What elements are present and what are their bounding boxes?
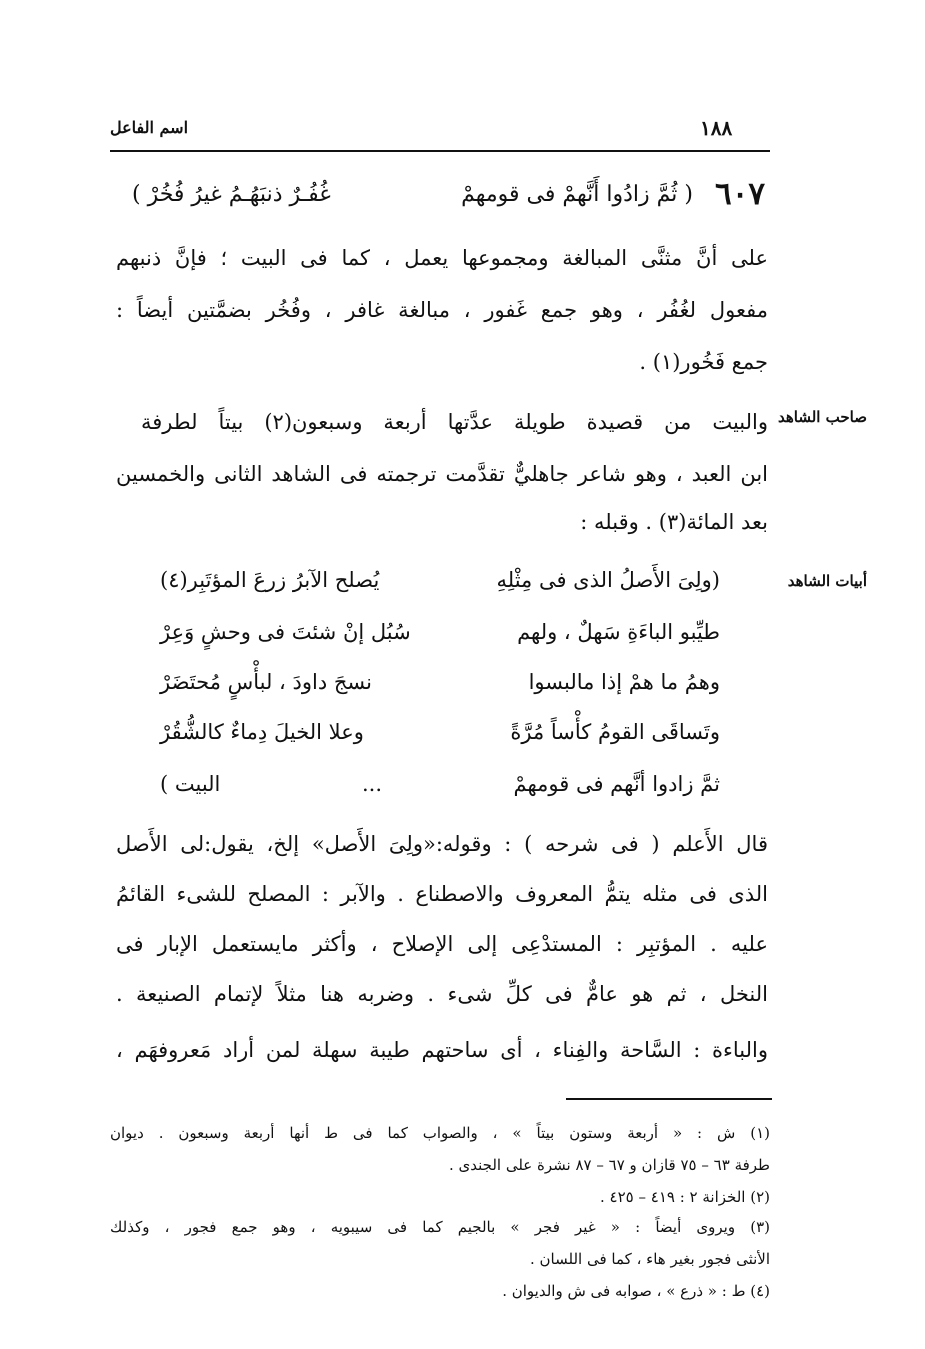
margin-note-author: صاحب الشاهد: [777, 408, 867, 426]
poem-hemistich-right: وهمُ ما همْ إذا مالبسوا: [528, 670, 720, 694]
footnote-line: (٢) الخزانة ٢ : ٤١٩ – ٤٢٥ .: [600, 1188, 770, 1206]
footnote-line: الأنثى فجور بغير هاء ، كما فى اللسان .: [530, 1250, 770, 1268]
paragraph-line: الذى فى مثله يتمُّ المعروف والاصطناع . والآبر : المصلح للشىء القائمُ: [116, 882, 768, 906]
paragraph-line: مفعول لغُفُر ، وهو جمع غَفور ، مبالغة غافر ، وفُخُر بضمَّتين أيضاً :: [116, 298, 768, 322]
poem-ellipsis: ...: [362, 772, 383, 796]
paragraph-line: النخل ، ثم هو عامٌّ فى كلِّ شىء . وضربه هنا مثلاً لإتمام الصنيعة .: [116, 982, 768, 1006]
poem-hemistich-left: يُصلح الآبرُ زرعَ المؤتَبِر(٤): [160, 568, 380, 592]
paragraph-line: على أنَّ مثنَّى المبالغة ومجموعها يعمل ، كما فى البيت ؛ فإنَّ ذنبهم: [116, 246, 768, 270]
footnote-line: (٤) ط : « ذرع » ، صوابه فى ش والديوان .: [502, 1282, 770, 1300]
poem-hemistich-left: سُبُل إنْ شئتَ فى وحشٍ وَعِرْ: [160, 620, 411, 644]
footnote-rule: [566, 1098, 772, 1100]
paragraph-line: بعد المائة(٣) . وقبله :: [580, 510, 768, 534]
paragraph-line: عليه . المؤتبِر : المستدْعِى إلى الإصلاح ، وأكثر مايستعمل الإبار فى: [116, 932, 768, 956]
poem-hemistich-right: (ولِىَ الأَصلُ الذى فى مِثْلِهِ: [496, 568, 720, 592]
paragraph-line: والبيت من قصيدة طويلة عدَّتها أربعة وسبعون(٢) بيتاً لطرفة: [141, 410, 768, 434]
verse-number: ٦٠٧: [715, 176, 765, 212]
verse-hemistich-1: ( ثُمَّ زادُوا أَنَّهمْ فى قومهمْ: [461, 182, 693, 207]
paragraph-line: ابن العبد ، وهو شاعر جاهليٌّ تقدَّمت ترجمته فى الشاهد الثانى والخمسين: [116, 462, 768, 486]
chapter-title: اسم الفاعل: [110, 118, 189, 137]
verse-hemistich-2: غُفُـرٌ ذنبَهُـمُ غيرُ فُخُرْ ): [132, 182, 331, 207]
poem-hemistich-right: ثمَّ زادوا أنَّهم فى قومهمْ: [513, 772, 720, 796]
footnote-line: (١) ش : « أربعة وستون بيتاً » ، والصواب كما فى ط أنها أربعة وسبعون . ديوان: [110, 1124, 770, 1142]
paragraph-line: والباءة : السَّاحة والفِناء ، أى ساحتهم طيبة سهلة لمن أراد مَعروفهَم ،: [116, 1038, 768, 1062]
paragraph-line: قال الأَعلم ( فى شرحه ) : وقوله:«ولِىَ الأَصل» إلخ، يقول:لى الأَصل: [116, 832, 768, 856]
poem-hemistich-left: نسجَ داودَ ، لبأْسٍ مُحتَضَرْ: [160, 670, 372, 694]
header-rule: [110, 150, 770, 152]
footnote-line: (٣) ويروى أيضاً : « غير فجر » بالجيم كما فى سيبويه ، وهو جمع فجور ، وكذلك: [110, 1218, 770, 1236]
page-number: ١٨٨: [700, 116, 733, 140]
footnote-line: طرفة ٦٣ – ٧٥ قازان و ٦٧ – ٨٧ نشرة على الجندى .: [448, 1156, 770, 1174]
poem-hemistich-right: طيِّبو الباءَةِ سَهلٌ ، ولهم: [517, 620, 720, 644]
poem-hemistich-right: وتَساقَى القومُ كأْساً مُرَّةً: [510, 720, 720, 744]
poem-hemistich-left: البيت ): [160, 772, 221, 796]
margin-note-verses: أبيات الشاهد: [787, 572, 867, 590]
paragraph-line: جمع فَخُور(١) .: [639, 350, 768, 374]
poem-hemistich-left: وعلا الخيلَ دِماءٌ كالشُّقُرْ: [160, 720, 364, 744]
